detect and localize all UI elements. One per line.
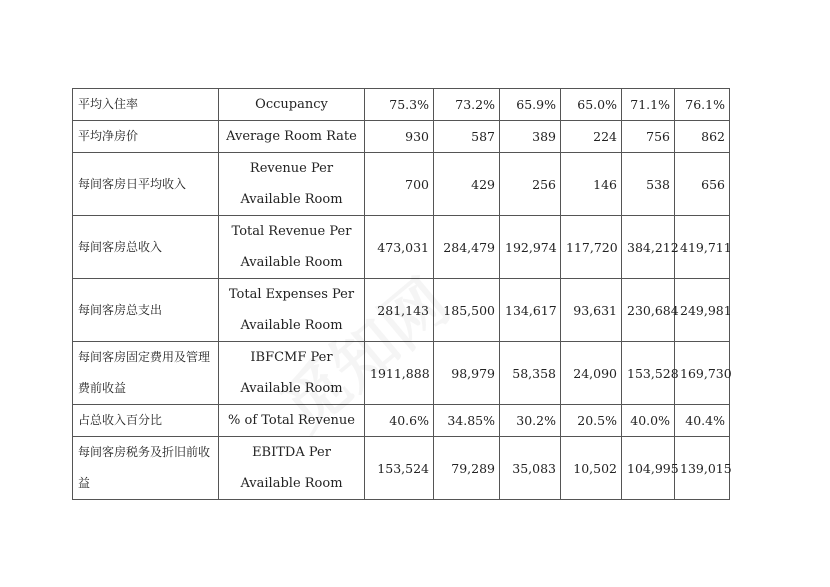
value-cell: 384,212	[622, 216, 675, 279]
table-row	[73, 279, 730, 342]
value-cell: 230,684	[622, 279, 675, 342]
row-label-en: Average Room Rate	[219, 121, 365, 153]
value-cell: 20.5%	[561, 405, 622, 437]
row-label-en: Revenue Per Available Room	[219, 153, 365, 216]
value-cell: 65.0%	[561, 89, 622, 121]
row-label-en: IBFCMF Per Available Room	[219, 342, 365, 405]
value-cell: 40.6%	[365, 405, 434, 437]
row-label-cn: 每间客房日平均收入	[73, 153, 219, 216]
value-cell: 58,358	[500, 342, 561, 405]
value-cell: 117,720	[561, 216, 622, 279]
value-cell: 153,528	[622, 342, 675, 405]
value-cell: 40.0%	[622, 405, 675, 437]
row-label-cn: 平均净房价	[73, 121, 219, 153]
value-cell: 930	[365, 121, 434, 153]
value-cell: 24,090	[561, 342, 622, 405]
value-cell: 76.1%	[675, 89, 730, 121]
hotel-metrics-table	[72, 88, 730, 500]
value-cell: 862	[675, 121, 730, 153]
value-cell: 284,479	[434, 216, 500, 279]
value-cell: 40.4%	[675, 405, 730, 437]
value-cell: 71.1%	[622, 89, 675, 121]
value-cell: 587	[434, 121, 500, 153]
value-cell: 538	[622, 153, 675, 216]
row-label-cn: 平均入住率	[73, 89, 219, 121]
value-cell: 93,631	[561, 279, 622, 342]
value-cell: 700	[365, 153, 434, 216]
row-label-cn: 每间客房固定费用及管理费前收益	[73, 342, 219, 405]
value-cell: 30.2%	[500, 405, 561, 437]
table-row	[73, 342, 730, 405]
table-row	[73, 216, 730, 279]
value-cell: 249,981	[675, 279, 730, 342]
value-cell: 419,711	[675, 216, 730, 279]
value-cell: 169,730	[675, 342, 730, 405]
value-cell: 134,617	[500, 279, 561, 342]
table-row	[73, 153, 730, 216]
value-cell: 756	[622, 121, 675, 153]
value-cell: 65.9%	[500, 89, 561, 121]
row-label-en: EBITDA Per Available Room	[219, 437, 365, 500]
row-label-en: Total Revenue Per Available Room	[219, 216, 365, 279]
table-row	[73, 121, 730, 153]
row-label-cn: 每间客房税务及折旧前收益	[73, 437, 219, 500]
row-label-en: Total Expenses Per Available Room	[219, 279, 365, 342]
value-cell: 389	[500, 121, 561, 153]
value-cell: 473,031	[365, 216, 434, 279]
table-row	[73, 405, 730, 437]
value-cell: 256	[500, 153, 561, 216]
value-cell: 1911,888	[365, 342, 434, 405]
value-cell: 75.3%	[365, 89, 434, 121]
value-cell: 34.85%	[434, 405, 500, 437]
row-label-cn: 每间客房总支出	[73, 279, 219, 342]
value-cell: 656	[675, 153, 730, 216]
row-label-cn: 每间客房总收入	[73, 216, 219, 279]
value-cell: 79,289	[434, 437, 500, 500]
table-row	[73, 89, 730, 121]
value-cell: 98,979	[434, 342, 500, 405]
value-cell: 429	[434, 153, 500, 216]
value-cell: 146	[561, 153, 622, 216]
value-cell: 139,015	[675, 437, 730, 500]
value-cell: 10,502	[561, 437, 622, 500]
value-cell: 104,995	[622, 437, 675, 500]
value-cell: 185,500	[434, 279, 500, 342]
value-cell: 192,974	[500, 216, 561, 279]
value-cell: 153,524	[365, 437, 434, 500]
table-body	[73, 89, 730, 500]
row-label-en: % of Total Revenue	[219, 405, 365, 437]
value-cell: 35,083	[500, 437, 561, 500]
row-label-en: Occupancy	[219, 89, 365, 121]
value-cell: 73.2%	[434, 89, 500, 121]
value-cell: 224	[561, 121, 622, 153]
value-cell: 281,143	[365, 279, 434, 342]
row-label-cn: 占总收入百分比	[73, 405, 219, 437]
table-row	[73, 437, 730, 500]
